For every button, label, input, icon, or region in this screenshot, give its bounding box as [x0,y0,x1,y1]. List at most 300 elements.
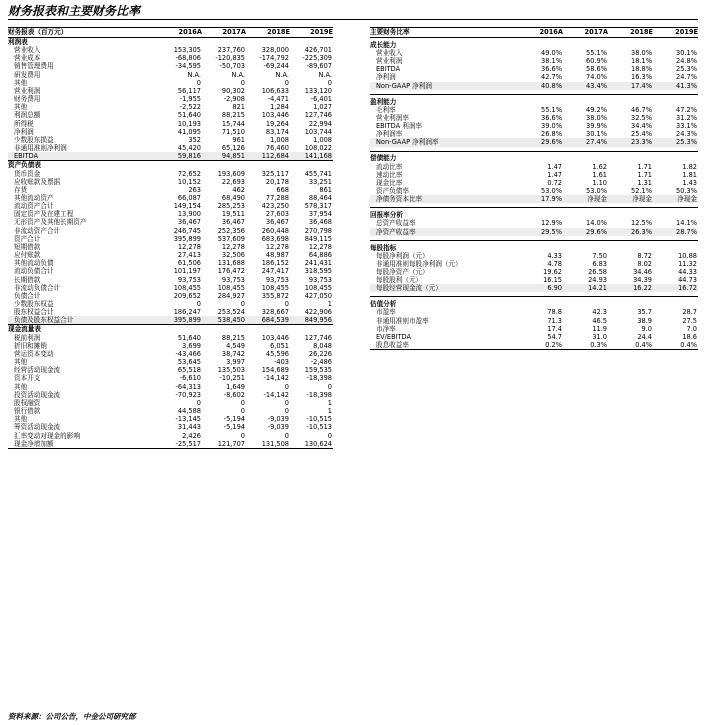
value-cell: 106,633 [261,86,289,95]
table-row [8,87,333,95]
table-row [8,374,333,382]
section-row [370,240,698,252]
row-label: 营业利润 [376,57,403,66]
table-row [370,106,698,114]
header-cell: 2017A [202,28,246,38]
table-row [370,187,698,195]
value-cell: 19,511 [221,210,245,219]
table-row [8,391,333,399]
row-label: 营业收入 [376,49,403,57]
value-cell [518,297,563,309]
row-label: 净债务资本比率 [370,195,518,203]
row-label: 其他流动资产 [14,193,54,202]
value-cell: 103,446 [261,111,289,120]
value-cell: 538,450 [202,316,246,325]
table-row [8,399,333,407]
value-cell: 49.2% [586,105,607,114]
header-cell: 2016A [518,28,563,38]
value-cell: 36.6% [541,65,562,74]
value-cell: 34.4% [631,122,652,131]
value-cell: 0 [240,431,245,440]
value-cell [563,240,608,252]
value-cell: 35.7 [637,308,652,317]
value-cell: 683,698 [261,234,289,243]
value-cell: 55.1% [586,49,607,57]
row-label: 股权融资 [14,398,41,407]
value-cell: 30.1% [676,49,697,57]
value-cell: 0 [327,78,332,87]
value-cell: 849,956 [290,316,333,325]
value-cell: 263 [188,185,201,194]
value-cell: 53,645 [177,358,201,367]
table-row [370,284,698,292]
value-cell: -9,039 [267,415,289,424]
value-cell [246,161,290,170]
row-label: 非流动负债合计 [14,283,61,292]
value-cell: 50.3% [676,187,697,196]
value-cell: 1,027 [313,103,332,112]
section-label: 偿债能力 [370,151,518,163]
value-cell: 0 [196,78,201,87]
value-cell: -50,703 [219,62,245,71]
value-cell: 154,689 [261,366,289,375]
value-cell: -14,142 [263,374,289,383]
value-cell: 51,640 [177,111,201,120]
value-cell: 17.4% [608,82,653,90]
title-rule [8,19,698,20]
value-cell: 16.72 [653,284,698,292]
table-row [370,333,698,341]
value-cell: 31,443 [177,423,201,432]
value-cell: 16.3% [631,73,652,82]
value-cell: -70,923 [175,390,201,399]
value-cell: 961 [232,135,245,144]
row-label: 税前利润 [14,333,41,342]
table-row [8,415,333,423]
section-row [370,151,698,163]
value-cell: 395,899 [158,316,202,325]
value-cell: 12.9% [541,219,562,228]
value-cell: 455,741 [304,169,332,178]
row-label: 无形资产及其他长期资产 [14,218,87,227]
value-cell: 42.3 [592,308,607,317]
row-label: 市净率 [376,324,396,333]
table-row [8,120,333,128]
table-row [370,130,698,138]
value-cell: 1.71 [637,170,652,179]
source-note: 资料来源：公司公告，中金公司研究部 [8,712,136,721]
table-row [8,218,333,226]
table-header [8,28,333,38]
table-row [8,227,333,235]
value-cell: -2,908 [223,95,245,104]
table-row [8,316,333,325]
value-cell: -403 [274,358,289,367]
value-cell [563,208,608,220]
header-cell: 2019E [653,28,698,38]
row-label: 流动资产合计 [14,202,54,211]
row-label: 营业利润 [14,86,41,95]
value-cell [202,325,246,334]
table-row [8,103,333,111]
value-cell [518,94,563,106]
value-cell [518,208,563,220]
table-row [8,194,333,202]
section-row [8,161,333,170]
value-cell: 141,168 [290,152,333,161]
value-cell: 30.1% [586,130,607,139]
section-label: 成长能力 [370,40,397,49]
row-label: 资产负债率 [376,187,409,196]
value-cell: 31.2% [676,113,697,122]
row-label: 市盈率 [376,308,396,317]
header-cell: 2018E [608,28,653,38]
row-label: 其他 [14,358,28,367]
value-cell: 821 [232,103,245,112]
value-cell: 16.15 [543,276,562,285]
value-cell: 16.22 [608,284,653,292]
header-cell: 2018E [246,28,290,38]
value-cell: 32,506 [221,251,245,260]
value-cell [608,94,653,106]
value-cell: 325,117 [261,169,289,178]
row-label: 负债合计 [14,291,41,300]
page-title: 财务报表和主要财务比率 [8,4,141,18]
value-cell: 18.1% [631,57,652,66]
value-cell: 65,518 [177,366,201,375]
value-cell: 355,872 [261,291,289,300]
header-cell: 财务报表（百万元） [8,28,158,38]
value-cell: 88,215 [221,333,245,342]
value-cell: 131,688 [217,259,245,268]
value-cell: 20,178 [265,177,289,186]
header-cell: 2017A [563,28,608,38]
value-cell: 0 [327,431,332,440]
value-cell: 14.21 [563,284,608,292]
value-cell: 395,899 [173,234,201,243]
value-cell: 423,250 [261,202,289,211]
section-label: 盈利能力 [370,94,518,106]
table-row [8,300,333,308]
table-row [8,308,333,316]
table-row [370,219,698,227]
value-cell: 22,693 [221,177,245,186]
value-cell: -43,466 [175,349,201,358]
value-cell: 46.7% [631,105,652,114]
value-cell: -10,513 [306,423,332,432]
value-cell: 260,448 [261,226,289,235]
value-cell: 426,701 [304,46,332,55]
value-cell: 133,120 [304,86,332,95]
value-cell [158,161,202,170]
value-cell: 11.9 [592,324,607,333]
table-header [370,28,698,38]
value-cell: 0 [284,382,289,391]
table-row [370,268,698,276]
row-label: 净利润率 [376,130,403,139]
value-cell: -10,515 [306,415,332,424]
value-cell: -5,194 [223,423,245,432]
value-cell: 38.0% [586,113,607,122]
value-cell: 127,746 [304,333,332,342]
value-cell: 246,745 [173,226,201,235]
value-cell: 121,707 [202,440,246,449]
section-label: 回报率分析 [370,208,518,220]
value-cell [518,38,563,50]
value-cell: 1.47 [547,170,562,179]
value-cell: 38.9 [637,316,652,325]
value-cell: 0 [196,300,201,308]
value-cell: 44,588 [177,407,201,416]
row-label: 研发费用 [14,70,41,79]
value-cell: 1,008 [313,135,332,144]
row-label: 每股净资产（元） [376,267,429,276]
table-row [8,210,333,218]
row-label: 营业利润率 [376,113,409,122]
value-cell: 45,420 [177,144,201,153]
value-cell: 39.9% [586,122,607,131]
value-cell: 578,317 [304,202,332,211]
value-cell: 0 [284,407,289,416]
row-label: 折旧和摊销 [14,341,47,350]
value-cell: 0 [284,398,289,407]
value-cell: 17.4 [547,324,562,333]
row-label: 经营活动现金流 [14,366,61,375]
row-label: 营业成本 [14,54,41,63]
value-cell: 3,699 [182,341,201,350]
value-cell [653,240,698,252]
value-cell: 10,193 [177,119,201,128]
row-label: 汇率变动对现金的影响 [14,431,80,440]
value-cell: 36,467 [177,218,201,227]
row-label: 现金净增加额 [8,440,158,449]
value-cell: 77,288 [265,193,289,202]
value-cell: -6,610 [179,374,201,383]
value-cell: -174,792 [259,54,289,63]
value-cell: 43.4% [563,82,608,90]
value-cell: 44.33 [678,267,697,276]
value-cell: 8,048 [313,341,332,350]
row-label: 非流动资产合计 [14,226,61,235]
value-cell: 33,251 [308,177,332,186]
table-row [8,276,333,284]
row-label: EV/EBITDA [376,332,412,341]
value-cell [608,208,653,220]
section-row [370,208,698,220]
row-label: 股东权益合计 [14,308,54,317]
value-cell: 61,506 [177,259,201,268]
value-cell: -8,602 [223,390,245,399]
value-cell: -18,398 [306,390,332,399]
table-row [8,292,333,300]
table-row [8,79,333,87]
value-cell: 6,051 [270,341,289,350]
value-cell: 0 [284,78,289,87]
value-cell: 18.6 [682,332,697,341]
table-row [370,179,698,187]
table-row [370,276,698,284]
value-cell: -2,486 [310,358,332,367]
value-cell [608,151,653,163]
value-cell: -18,398 [306,374,332,383]
table-row [370,228,698,236]
table-row [8,95,333,103]
value-cell: 14.1% [676,219,697,228]
row-label: EBITDA [376,65,401,74]
section-label: 利润表 [8,38,28,46]
value-cell: 36,467 [265,218,289,227]
value-cell: 135,503 [217,366,245,375]
value-cell: -225,309 [302,54,332,63]
row-label: 速动比率 [376,170,403,179]
table-row [370,341,698,350]
value-cell: -64,313 [175,382,201,391]
value-cell: 52.1% [631,187,652,196]
value-cell: 40.8% [518,82,563,90]
value-cell: 19.62 [543,267,562,276]
table-row [8,350,333,358]
row-label: 其他流动负债 [14,259,54,268]
value-cell [202,38,246,47]
value-cell: 3,997 [226,358,245,367]
value-cell: 1.31 [637,178,652,187]
value-cell [608,38,653,50]
value-cell: -5,194 [223,415,245,424]
value-cell: 4.33 [547,251,562,260]
value-cell: 33.1% [676,122,697,131]
section-label: 资产负债表 [8,161,158,170]
value-cell: 47.2% [676,105,697,114]
row-label: 少数股东权益 [14,300,54,308]
value-cell [563,94,608,106]
table-row [8,235,333,243]
value-cell: 1,008 [270,135,289,144]
value-cell: 27.4% [563,138,608,146]
value-cell: 159,535 [304,366,332,375]
table-row [8,243,333,251]
row-label: 货币资金 [14,169,41,178]
table-row [370,49,698,57]
value-cell: 328,667 [261,308,289,317]
value-cell: 65,126 [221,144,245,153]
table-row [8,423,333,431]
value-cell: -1,955 [179,95,201,104]
value-cell: 684,539 [246,316,290,325]
table-row [8,407,333,415]
value-cell: 153,305 [173,46,201,55]
value-cell: 422,906 [304,308,332,317]
table-row [370,138,698,146]
value-cell: 193,609 [217,169,245,178]
value-cell: 56,117 [177,86,201,95]
value-cell: 23.3% [608,138,653,146]
value-cell: 12,278 [177,242,201,251]
value-cell: N.A. [318,70,332,79]
value-cell: 10.88 [678,251,697,260]
value-cell: -6,401 [310,95,332,104]
row-label: 销售管理费用 [14,62,54,71]
value-cell: 108,455 [304,283,332,292]
value-cell: 1.71 [637,162,652,171]
value-cell: 1.81 [682,170,697,179]
value-cell: 24.4 [637,332,652,341]
row-label: 净利润 [14,127,34,136]
value-cell: 36.6% [541,113,562,122]
section-label: 估值分析 [370,297,518,309]
row-label: Non-GAAP 净利润 [370,82,518,90]
value-cell: 36,468 [308,218,332,227]
value-cell: 51,640 [177,333,201,342]
value-cell: 28.7% [653,228,698,236]
value-cell: 9.0 [641,324,652,333]
value-cell: 29.6% [563,228,608,236]
section-row [370,38,698,50]
section-row [8,38,333,47]
value-cell: 净现金 [653,195,698,203]
table-row [370,82,698,90]
row-label: EBITDA 利润率 [376,122,423,131]
section-row [370,94,698,106]
row-label: 投资活动现金流 [14,390,61,399]
row-label: 资本开支 [14,374,41,383]
header-cell: 2016A [158,28,202,38]
value-cell: 1.10 [592,178,607,187]
value-cell: 15,744 [221,119,245,128]
value-cell: 112,684 [246,152,290,161]
value-cell: 24.8% [676,57,697,66]
value-cell [518,151,563,163]
value-cell: 7.0 [686,324,697,333]
row-label: 长期借款 [14,275,41,284]
table-row [8,440,333,449]
table-row [370,195,698,203]
header-cell: 2019E [290,28,333,38]
value-cell: 72,652 [177,169,201,178]
section-row [370,297,698,309]
value-cell: 31.0 [592,332,607,341]
row-label: 筹资活动现金流 [14,423,61,432]
value-cell: 29.6% [518,138,563,146]
row-label: 其他 [14,78,28,87]
value-cell: 60.9% [586,57,607,66]
value-cell: -89,607 [306,62,332,71]
value-cell: 1.43 [682,178,697,187]
table-row [370,317,698,325]
value-cell: 25.3% [676,65,697,74]
financial-ratios-table [370,27,698,350]
value-cell: 13,900 [177,210,201,219]
value-cell: 247,417 [261,267,289,276]
value-cell: 1 [327,407,332,416]
value-cell: 93,753 [221,275,245,284]
row-label: 其他 [14,103,28,112]
value-cell: 186,247 [173,308,201,317]
value-cell: 668 [276,185,289,194]
row-label: 营运资本变动 [14,349,54,358]
value-cell: 849,115 [304,234,332,243]
row-label: 应付账款 [14,251,41,260]
value-cell: 12,278 [308,242,332,251]
value-cell: 28.7 [682,308,697,317]
value-cell: 861 [319,185,332,194]
value-cell: 101,197 [173,267,201,276]
value-cell: 0.4% [653,341,698,350]
value-cell [653,38,698,50]
value-cell: -69,244 [263,62,289,71]
value-cell: 0 [196,398,201,407]
row-label: 银行借款 [14,407,41,416]
table-row [370,171,698,179]
